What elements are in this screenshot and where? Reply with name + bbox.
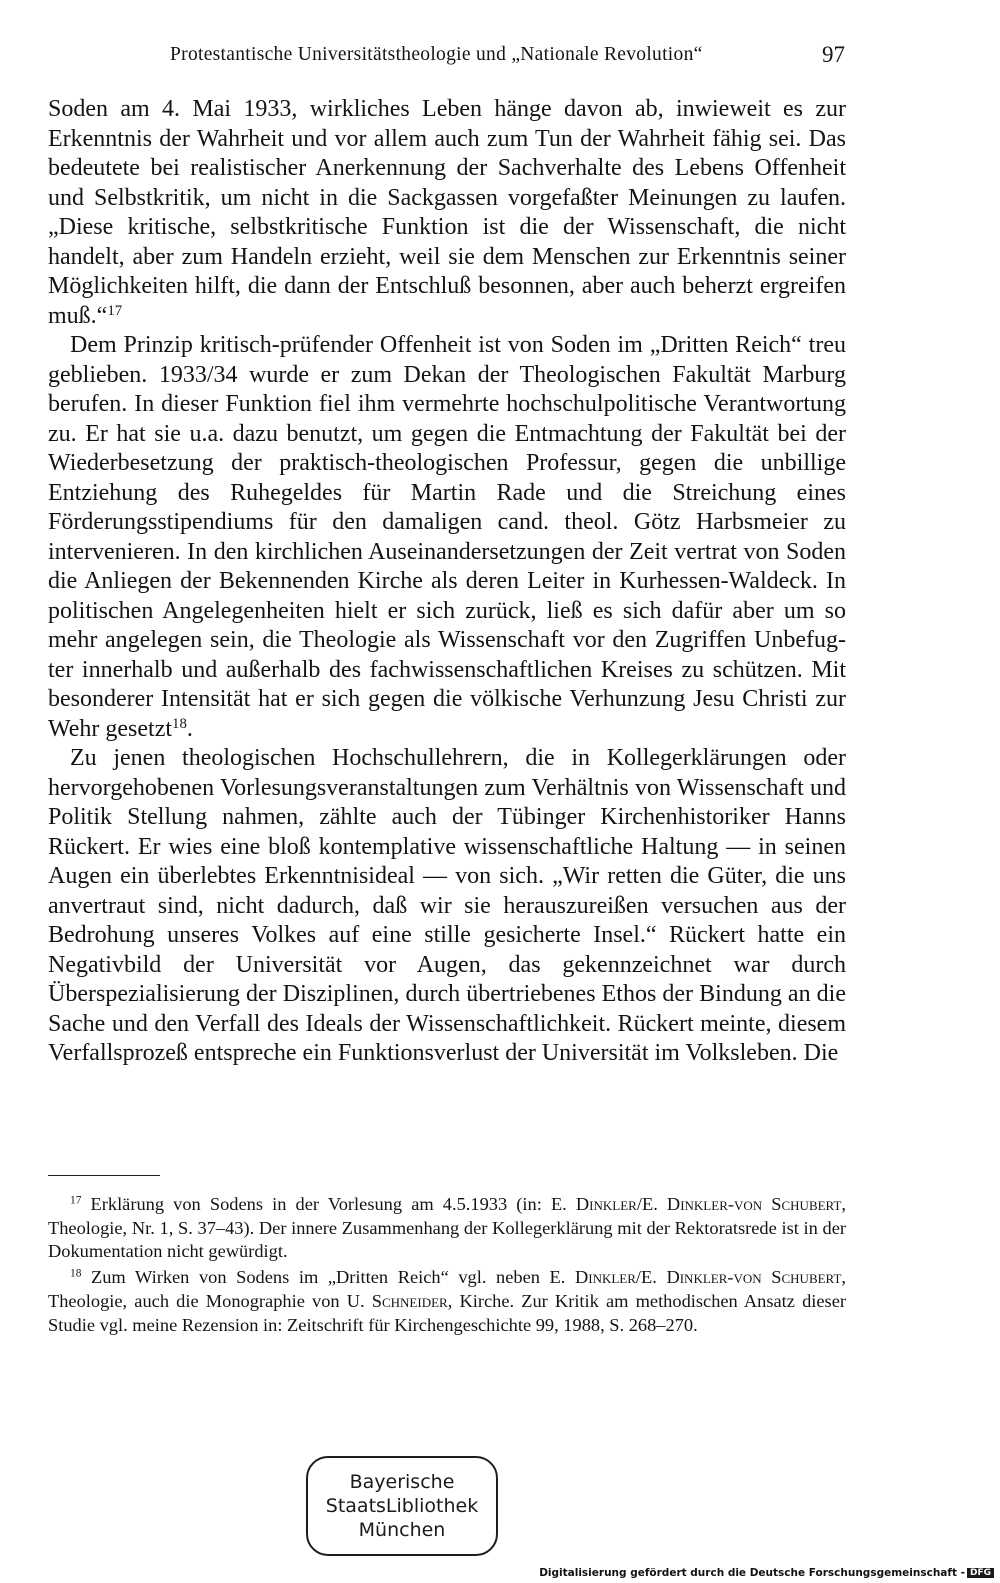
paragraph-3-text: Zu jenen theologischen Hochschullehrern, die in Kollegerklärungen oder hervorgehobenen Vorlesungsveranstaltungen zum Verhältnis von Wissenschaft und Politik Stellung nahmen, zählte auch der Tübinger Kirchenhistoriker Hanns Rückert. Er wies eine bloß kontemplative wissenschaftliche Haltung — in seinen Augen ein überlebtes Erkenntnisideal — von sich. „Wir retten die Güter, die uns anvertraut sind, nicht dadurch, daß wir sie herauszureißen versuchen aus der Bedrohung unseres Volkes auf eine stille gesicherte Insel.“ Rückert hatte ein Negativbild der Universität vor Augen, das gekennzeichnet war durch Überspezialisierung der Disziplinen, durch übertriebenes Ethos der Bindung an die Sache und den Verfall des Ideals der Wissenschaftlichkeit. Rückert meinte, diesem Verfallsprozeß entspreche ein Funktionsverlust der Universität im Volksleben. Die (48, 745, 846, 1066)
footnote-18-author-3: U. Schneider (346, 1290, 448, 1311)
paragraph-3 (48, 744, 846, 1069)
footnote-17 (48, 1193, 846, 1264)
stamp-line-3: München (358, 1519, 446, 1541)
footnote-18-author-2: E. Dinkler-von Schubert (641, 1267, 842, 1288)
stamp-line-1: Bayerische (349, 1471, 455, 1493)
paragraph-1 (48, 95, 846, 331)
credit-text: Digitalisierung gefördert durch die Deutsche Forschungsgemeinschaft - (539, 1567, 965, 1579)
footnote-18-number: 18 (70, 1267, 82, 1280)
footnote-ref-18: 18 (172, 715, 187, 732)
paragraph-2-end: . (186, 715, 193, 742)
stamp-line-2: StaatsLibliothek (325, 1495, 479, 1517)
footnote-18-text-a: Zum Wirken von Sodens im „Dritten Reich“ vgl. neben (81, 1267, 550, 1288)
running-title: Protestantische Universitätstheologie und „Nationale Revolution“ (170, 44, 703, 65)
footnote-separator (48, 1175, 160, 1176)
footnote-17-author-1: E. Dinkler (550, 1194, 637, 1214)
footnote-18-text-c: , Theologie, auch die Monographie von (48, 1267, 846, 1311)
page-number: 97 (822, 42, 845, 67)
footnote-18-slash: / (635, 1267, 642, 1288)
paragraph-2 (48, 331, 846, 744)
footnote-18-author-1: E. Dinkler (549, 1267, 636, 1288)
main-text (48, 95, 846, 1069)
dfg-logo: DFG (967, 1568, 994, 1578)
footnotes (48, 1193, 846, 1339)
footnote-ref-17: 17 (107, 302, 123, 319)
footnote-17-author-2: E. Dinkler-von Schubert (641, 1194, 842, 1214)
footnote-17-slash: / (636, 1194, 642, 1214)
footnote-18 (48, 1266, 846, 1337)
library-stamp (306, 1456, 498, 1556)
footnote-18-text-d: , Kirche. Zur Kritik am methodischen Ansatz dieser Studie vgl. meine Rezension in: Zeitschrift für Kirchengeschichte 99, 1988, S. 268–270. (48, 1290, 846, 1335)
paragraph-1-text: Soden am 4. Mai 1933, wirkliches Leben hänge davon ab, inwieweit es zur Erkenntnis der Wahrheit und vor allem auch zum Tun der Wahrheit fähig sei. Das bedeutete bei realistischer Anerkennung der Sachverhalte des Lebens Offenheit und Selbstkritik, um nicht in die Sackgassen vorgefaßter Meinungen zu laufen. „Diese kritische, selbstkritische Funktion ist die der Wissenschaft, die nicht handelt, aber zum Handeln erzieht, weil sie dem Menschen zur Erkenntnis seiner Möglichkeiten hilft, die dann der Entschluß besonnen, aber auch beherzt ergreifen muß.“ (48, 96, 846, 329)
footnote-17-number: 17 (70, 1194, 82, 1207)
footnote-17-text-c: , Theologie, Nr. 1, S. 37–43). Der innere Zusammenhang der Kollegerklärung mit der Rektoratsrede ist in der Dokumentation nicht gewürdigt. (48, 1194, 846, 1262)
paragraph-2-text: Dem Prinzip kritisch-prüfender Offenheit ist von Soden im „Dritten Reich“ treu geblieben. 1933/34 wurde er zum Dekan der Theologischen Fakultät Marburg berufen. In dieser Funktion fiel ihm vermehrte hochschulpolitische Verantwortung zu. Er hat sie u.a. dazu benutzt, um gegen die Entmachtung der Fakultät bei der Wiederbesetzung der praktisch-theologischen Professur, gegen die unbillige Entziehung des Ruhegeldes für Martin Rade und die Streichung eines Förderungsstipendiums für den damaligen cand. theol. Götz Harbsmeier zu intervenieren. In den kirchlichen Auseinandersetzungen der Zeit vertrat von Soden die Anliegen der Bekennenden Kirche als deren Leiter in Kurhessen-Waldeck. In politischen Angelegenheiten hielt er sich zurück, ließ es sich dafür aber um so mehr angelegen sein, die Theologie als Wissenschaft vor den Zugriffen Unbefugter innerhalb und außerhalb des fachwissenschaftlichen Kreises zu schützen. Mit besonderer Intensität hat er sich gegen die völkische Verhunzung Jesu Christi zur Wehr gesetzt (48, 332, 846, 742)
footnote-17-text-a: Erklärung von Sodens in der Vorlesung am 4.5.1933 (in: (81, 1194, 551, 1214)
digitization-credit (539, 1567, 994, 1579)
